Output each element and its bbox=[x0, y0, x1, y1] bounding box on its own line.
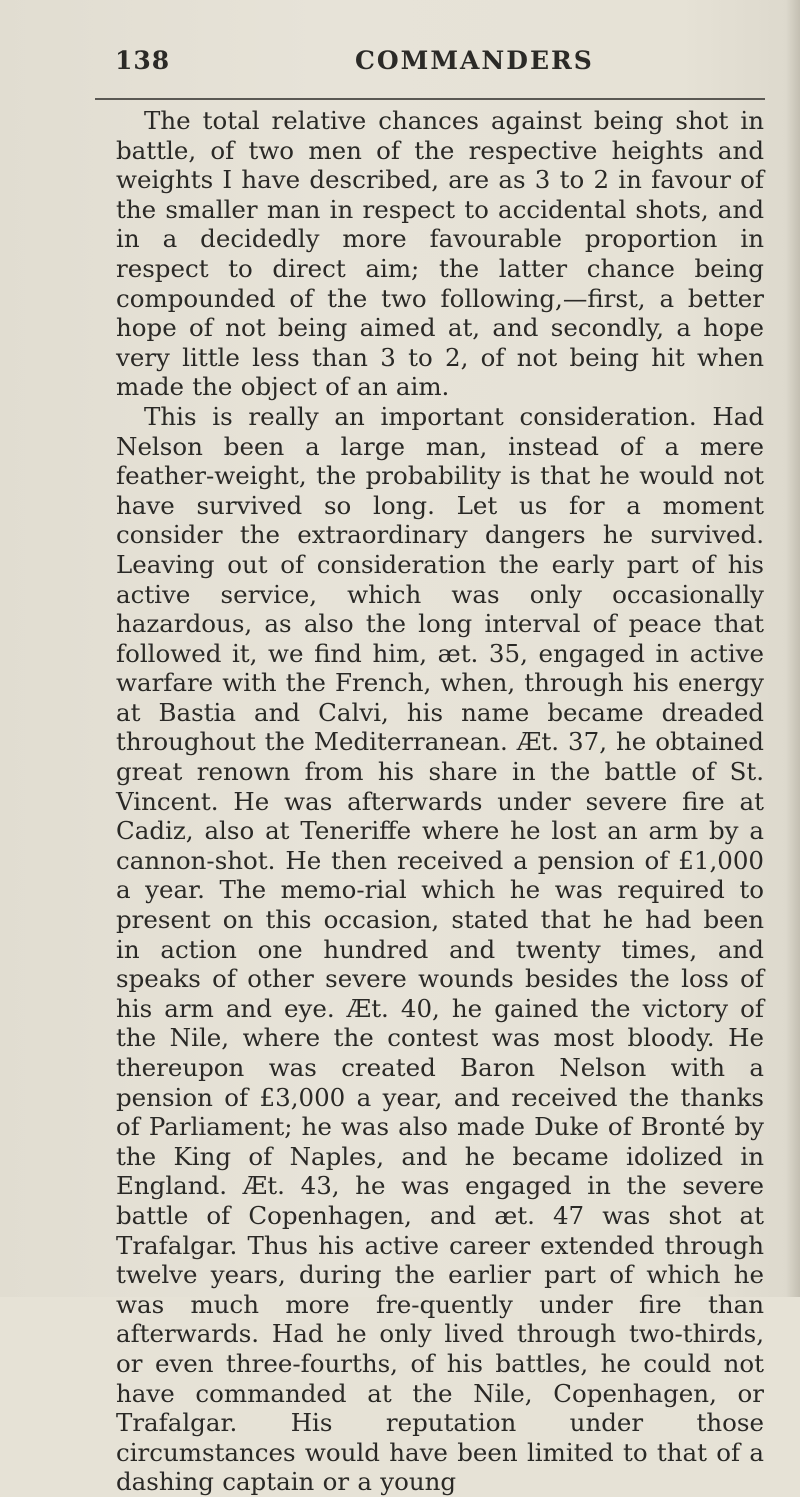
paragraph: This is really an important consideration. Had Nelson been a large man, instead of a mere feather-weight, the probability is that he would not have survived so long. Let us for a moment consider the extraordinary dangers he survived. Leaving out of consideration the early part of his active service, which was only occasionally hazardous, as also the long interval of peace that followed it, we find him, æt. 35, engaged in active warfare with the French, when, through his energy at Bastia and Calvi, his name became dreaded throughout the Mediterranean. Æt. 37, he obtained great renown from his share in the battle of St. Vincent. He was afterwards under severe fire at Cadiz, also at Teneriffe where he lost an arm by a cannon-shot. He then received a pension of £1,000 a year. The memo-rial which he was required to present on this occasion, stated that he had been in action one hundred and twenty times, and speaks of other severe wounds besides the loss of his arm and eye. Æt. 40, he gained the victory of the Nile, where the contest was most bloody. He thereupon was created Baron Nelson with a pension of £3,000 a year, and received the thanks of Parliament; he was also made Duke of Bronté by the King of Naples, and he became idolized in England. Æt. 43, he was engaged in the severe battle of Copenhagen, and æt. 47 was shot at Trafalgar. Thus his active career extended through twelve years, during the earlier part of which he was much more fre-quently under fire than afterwards. Had he only lived through two-thirds, or even three-fourths, of his battles, he could not have commanded at the Nile, Copenhagen, or Trafalgar. His reputation under those circumstances would have been limited to that of a dashing captain or a young bbox=[116, 401, 764, 1497]
page-header bbox=[115, 46, 755, 86]
paragraph: The total relative chances against being shot in battle, of two men of the respective heights and weights I have described, are as 3 to 2 in favour of the smaller man in respect to accidental shots, and in a decidedly more favourable proportion in respect to direct aim; the latter chance being compounded of the two following,—first, a better hope of not being aimed at, and secondly, a hope very little less than 3 to 2, of not being hit when made the object of an aim. bbox=[116, 106, 764, 402]
page-number: 138 bbox=[115, 46, 171, 75]
body-text bbox=[116, 106, 764, 1497]
running-head: COMMANDERS bbox=[355, 46, 594, 75]
header-rule bbox=[95, 98, 765, 100]
page-edge-shadow bbox=[786, 0, 800, 1297]
